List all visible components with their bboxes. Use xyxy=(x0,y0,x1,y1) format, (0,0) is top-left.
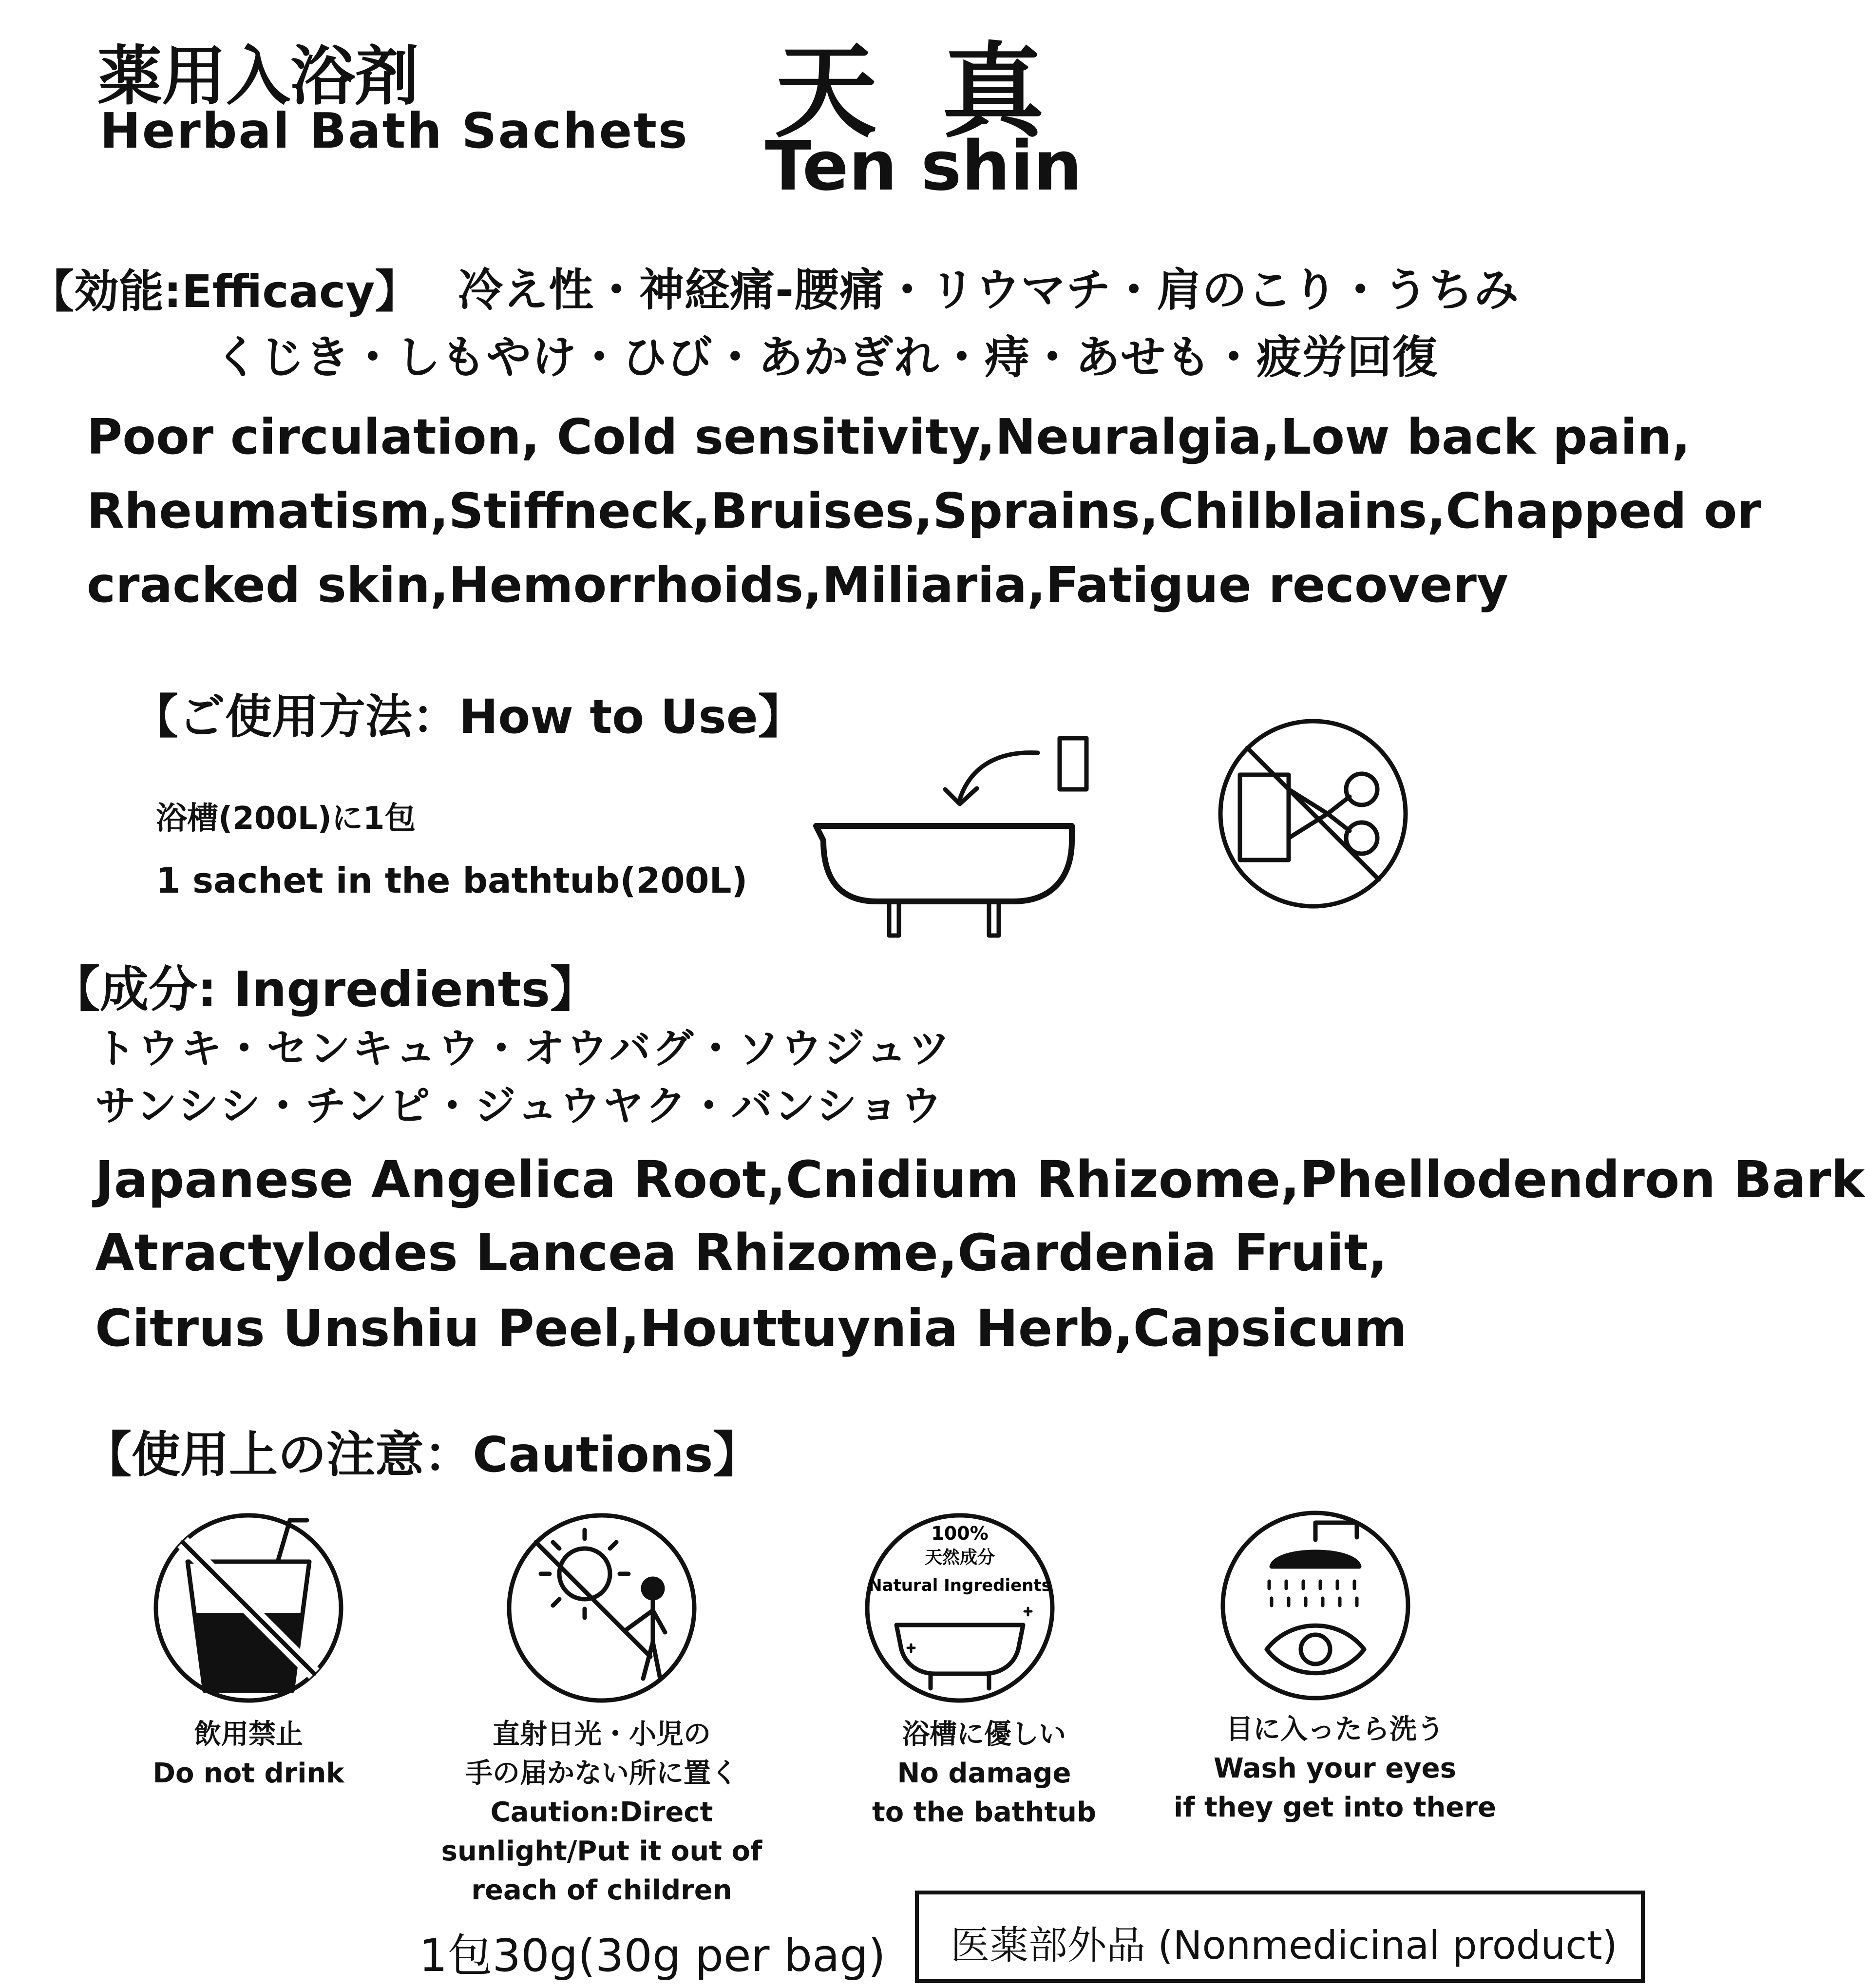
cautions-heading: 【使用上の注意：Cautions】 xyxy=(83,1426,762,1483)
usage-jp: 浴槽(200L)に1包 xyxy=(156,801,416,837)
ingredients-en-line: Atractylodes Lancea Rhizome,Gardenia Fruit, xyxy=(95,1223,1388,1282)
caution-caption-sunlight xyxy=(431,1715,772,1910)
caution-line: 飲用禁止 xyxy=(194,1719,303,1750)
category-jp: 薬用入浴剤 xyxy=(97,39,419,114)
caution-line: No damage xyxy=(897,1758,1071,1789)
category-en: Herbal Bath Sachets xyxy=(100,102,689,159)
caution-line: Do not drink xyxy=(152,1758,344,1789)
caution-line: 浴槽に優しい xyxy=(902,1719,1066,1750)
usage-heading: 【ご使用方法：How to Use】 xyxy=(132,689,805,744)
weight-text: 1包30g(30g per bag) xyxy=(419,1930,886,1982)
caution-line: 目に入ったら洗う xyxy=(1226,1714,1444,1745)
ingredients-en-line: Citrus Unshiu Peel,Houttuynia Herb,Capsicum xyxy=(95,1299,1408,1358)
efficacy-jp-line-2: くじき・しもやけ・ひび・あかぎれ・痔・あせも・疲労回復 xyxy=(214,331,1438,383)
shower-eye-icon xyxy=(1218,1508,1413,1703)
ingredients-en-line: Japanese Angelica Root,Cnidium Rhizome,Phellodendron Bark xyxy=(95,1150,1865,1209)
caution-line: Caution:Direct xyxy=(490,1797,713,1828)
caution-line: to the bathtub xyxy=(872,1797,1097,1828)
caution-line: 直射日光・小児の xyxy=(493,1719,711,1750)
caution-line: sunlight/Put it out of xyxy=(441,1835,762,1867)
product-class-box xyxy=(915,1891,1645,1983)
usage-en: 1 sachet in the bathtub(200L) xyxy=(156,860,748,901)
natural-bathtub-icon xyxy=(862,1510,1057,1705)
efficacy-en-line: Poor circulation, Cold sensitivity,Neuralgia,Low back pain, xyxy=(87,408,1691,465)
ingredients-heading: 【成分: Ingredients】 xyxy=(51,961,599,1018)
ingredients-jp-line: トウキ・センキュウ・オウバグ・ソウジュツ xyxy=(95,1025,952,1072)
efficacy-jp-line-1: 冷え性・神経痛-腰痛・リウマチ・肩のこり・うちみ xyxy=(458,264,1520,316)
caution-line: reach of children xyxy=(471,1874,732,1906)
efficacy-heading: 【効能:Efficacy】 xyxy=(29,266,420,318)
product-name-en: Ten shin xyxy=(765,127,1082,206)
no-scissors-icon xyxy=(1216,716,1410,911)
efficacy-en-line: cracked skin,Hemorrhoids,Miliaria,Fatigue recovery xyxy=(87,556,1509,613)
product-class-label: 医薬部外品 (Nonmedicinal product) xyxy=(951,1923,1618,1968)
badge-percent: 100% xyxy=(931,1523,989,1544)
caution-caption-no-drink xyxy=(151,1715,346,1793)
bathtub-sachet-icon xyxy=(809,731,1111,945)
ingredients-jp-line: サンシシ・チンピ・ジュウヤク・バンショウ xyxy=(95,1082,944,1130)
badge-en: Natural Ingredients xyxy=(868,1576,1051,1595)
caution-line: 手の届かない所に置く xyxy=(465,1758,738,1789)
efficacy-en-line: Rheumatism,Stiffneck,Bruises,Sprains,Chilblains,Chapped or xyxy=(87,482,1761,539)
product-name-jp: 天 真 xyxy=(775,32,1059,152)
badge-jp: 天然成分 xyxy=(924,1548,995,1567)
caution-line: Wash your eyes xyxy=(1213,1753,1456,1784)
no-drink-icon xyxy=(151,1510,346,1705)
no-sunlight-child-icon xyxy=(504,1510,699,1705)
caution-line: if they get into there xyxy=(1173,1792,1497,1823)
caution-caption-bathtub xyxy=(838,1715,1130,1832)
caution-caption-eyes xyxy=(1150,1710,1520,1827)
